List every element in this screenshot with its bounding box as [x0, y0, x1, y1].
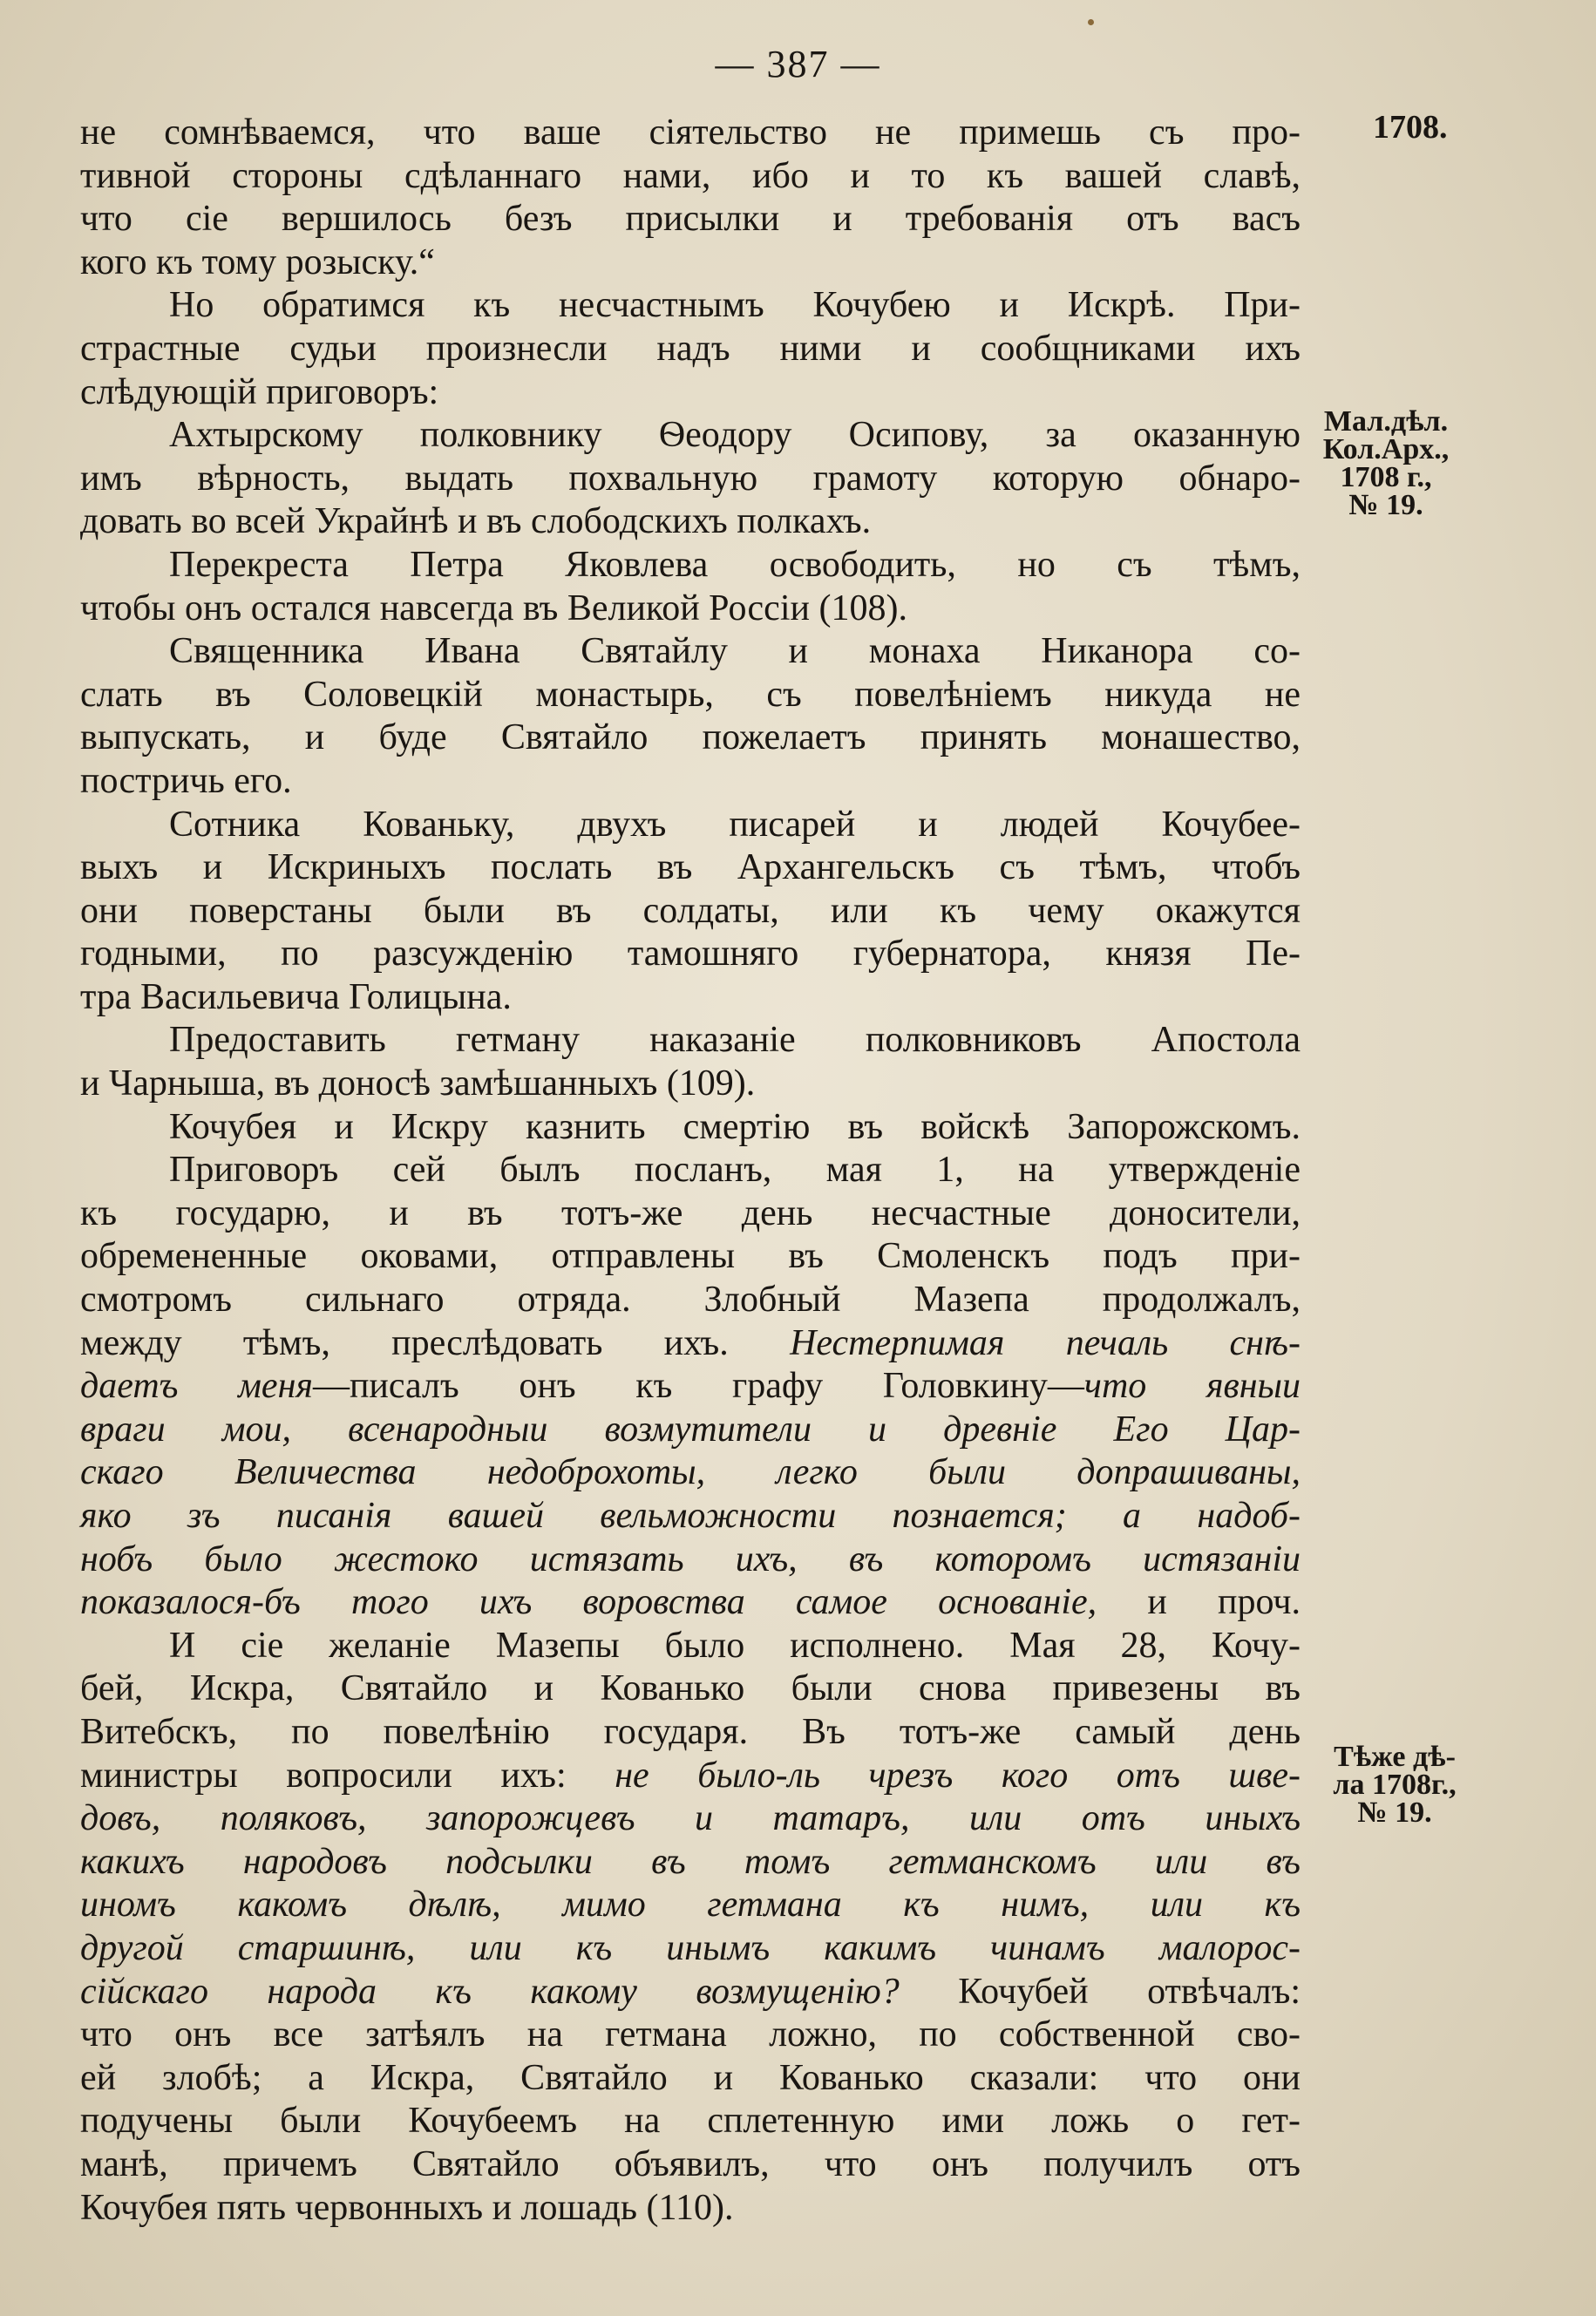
text-line — [80, 1322, 1301, 1366]
text-line: годными, по разсужденію тамошняго губернатора, князя Пе- — [80, 934, 1301, 975]
italic-quote: другой старшинѣ, или къ инымъ какимъ чинамъ малорос- — [80, 1927, 1301, 1968]
margin-ref-line: № 19. — [1357, 1796, 1432, 1829]
text-line — [80, 1841, 1301, 1885]
italic-quote: не было-ль чрезъ кого отъ шве- — [615, 1755, 1301, 1796]
text-line: что онъ все затѣялъ на гетмана ложно, по собственной сво- — [80, 2014, 1301, 2055]
text-line — [80, 1927, 1301, 1971]
text-line: манѣ, причемъ Святайло объявилъ, что онъ получилъ отъ — [80, 2143, 1301, 2184]
text-line: смотромъ сильнаго отряда. Злобный Мазепа продолжалъ, — [80, 1280, 1301, 1321]
text-line: Витебскъ, по повелѣнію государя. Въ тотъ-же самый день — [80, 1711, 1301, 1752]
margin-archive-reference — [1307, 405, 1464, 521]
text-line: слать въ Соловецкій монастырь, съ повелѣніемъ никуда не — [80, 674, 1301, 715]
text-line: обремененные оковами, отправлены въ Смоленскъ подъ при- — [80, 1236, 1301, 1277]
text-line: что сіе вершилось безъ присылки и требованія отъ васъ — [80, 199, 1301, 240]
italic-quote: довъ, поляковъ, запорожцевъ и татаръ, или отъ иныхъ — [80, 1798, 1301, 1839]
text-line: кого къ тому розыску.“ — [80, 241, 435, 282]
text-line: ей злобѣ; а Искра, Святайло и Кованько сказали: что они — [80, 2057, 1301, 2098]
text-line: подучены были Кочубеемъ на сплетенную ими ложь о гет- — [80, 2101, 1301, 2142]
text-line: выхъ и Искриныхъ послать въ Архангельскъ съ тѣмъ, чтобъ — [80, 847, 1301, 888]
margin-archive-reference-2 — [1307, 1743, 1482, 1827]
text-line: тивной стороны сдѣланнаго нами, ибо и то къ вашей славѣ, — [80, 155, 1301, 196]
italic-quote: враги мои, всенародныи возмутители и древніе Его Цар- — [80, 1409, 1301, 1450]
text-line — [80, 1451, 1301, 1495]
text-segment: Кочубей отвѣчалъ: — [958, 1971, 1301, 2012]
text-line — [80, 1884, 1301, 1927]
text-line — [80, 1538, 1301, 1582]
text-line: Ахтырскому полковнику Ѳеодору Осипову, за оказанную — [169, 415, 1301, 456]
text-line: слѣдующій приговоръ: — [80, 371, 439, 412]
italic-quote: Нестерпимая печаль снѣ- — [790, 1322, 1301, 1363]
text-line: и Чарныша, въ доносѣ замѣшанныхъ (109). — [80, 1063, 756, 1104]
italic-quote: показалося-бъ того ихъ воровства самое основаніе, — [80, 1582, 1097, 1623]
body-text — [80, 112, 1301, 2230]
margin-year: 1708. — [1373, 109, 1448, 146]
italic-quote: скаго Величества недоброхоты, легко были допрашиваны, — [80, 1452, 1301, 1493]
text-line: не сомнѣваемся, что ваше сіятельство не примешь съ про- — [80, 112, 1301, 153]
italic-quote: даетъ меня — [80, 1366, 313, 1407]
text-line: страстные судьи произнесли надъ ними и сообщниками ихъ — [80, 328, 1301, 369]
text-line — [80, 1409, 1301, 1452]
italic-quote: нобъ было жестоко истязать ихъ, въ которомъ истязаніи — [80, 1538, 1301, 1579]
text-line — [80, 1365, 1301, 1409]
text-line: Приговоръ сей былъ посланъ, мая 1, на утвержденіе — [169, 1150, 1301, 1191]
text-line: Священника Ивана Святайлу и монаха Никанора со- — [169, 631, 1301, 672]
text-line: Сотника Ковaньку, двухъ писарей и людей Кочубее- — [169, 804, 1301, 845]
margin-ref-line: № 19. — [1348, 489, 1423, 521]
italic-quote: сійскаго народа къ какому возмущенію? — [80, 1971, 900, 2012]
text-line: они поверстаны были въ солдаты, или къ чему окажутся — [80, 890, 1301, 931]
text-line: Кочубея пять червонныхъ и лошадь (110). — [80, 2187, 734, 2228]
italic-quote: какихъ народовъ подсылки въ томъ гетманскомъ или въ — [80, 1841, 1301, 1882]
text-line — [80, 1755, 1301, 1798]
text-line: бей, Искра, Святайло и Кованько были снова привезены въ — [80, 1668, 1301, 1709]
text-line: къ государю, и въ тотъ-же день несчастные доносители, — [80, 1192, 1301, 1233]
text-segment: и проч. — [1147, 1582, 1301, 1623]
margin-ref-line: Кол.Арх., — [1322, 433, 1450, 465]
margin-ref-line: Тѣже дѣ- — [1334, 1741, 1456, 1773]
text-segment: министры вопросили ихъ: — [80, 1755, 567, 1796]
margin-ref-line: 1708 г., — [1340, 461, 1432, 493]
text-line: чтобы онъ остался навсегда въ Великой Россіи (108). — [80, 587, 907, 628]
ink-spot — [1088, 19, 1094, 25]
text-line: постричь его. — [80, 760, 292, 801]
italic-quote: иномъ какомъ дѣлѣ, мимо гетмана къ нимъ, или къ — [80, 1885, 1301, 1925]
margin-ref-line: Мал.дѣл. — [1323, 405, 1449, 438]
text-line — [80, 1495, 1301, 1538]
text-line — [80, 1581, 1301, 1625]
text-segment: между тѣмъ, преслѣдовать ихъ. — [80, 1322, 729, 1363]
text-line: довать во всей Украйнѣ и въ слободскихъ полкахъ. — [80, 501, 872, 542]
text-segment: —писалъ онъ къ графу Головкину— — [312, 1366, 1084, 1407]
text-line: И сіе желаніе Мазепы было исполнено. Мая 28, Кочу- — [169, 1625, 1301, 1666]
italic-quote: яко зъ писанія вашей вельможности познается; а надоб- — [80, 1496, 1301, 1536]
italic-quote: что явныи — [1083, 1366, 1301, 1407]
text-line — [80, 1797, 1301, 1841]
text-line: выпускать, и буде Святайло пожелаетъ принять монашество, — [80, 717, 1301, 758]
text-line — [80, 1971, 1301, 2014]
page-number: — 387 — — [715, 43, 881, 85]
margin-ref-line: ла 1708г., — [1333, 1769, 1457, 1801]
text-line: имъ вѣрность, выдать похвальную грамоту которую обнаро- — [80, 458, 1301, 499]
text-line: Кочубея и Искру казнить смертію въ войскѣ Запорожскомъ. — [169, 1106, 1301, 1147]
text-line: Перекреста Петра Яковлева освободить, но съ тѣмъ, — [169, 544, 1301, 585]
text-line: Но обратимся къ несчастнымъ Кочубею и Искрѣ. При- — [169, 285, 1301, 326]
text-line: Предоставить гетману наказаніе полковниковъ Апостола — [169, 1020, 1301, 1061]
text-line: тра Васильевича Голицына. — [80, 976, 512, 1017]
